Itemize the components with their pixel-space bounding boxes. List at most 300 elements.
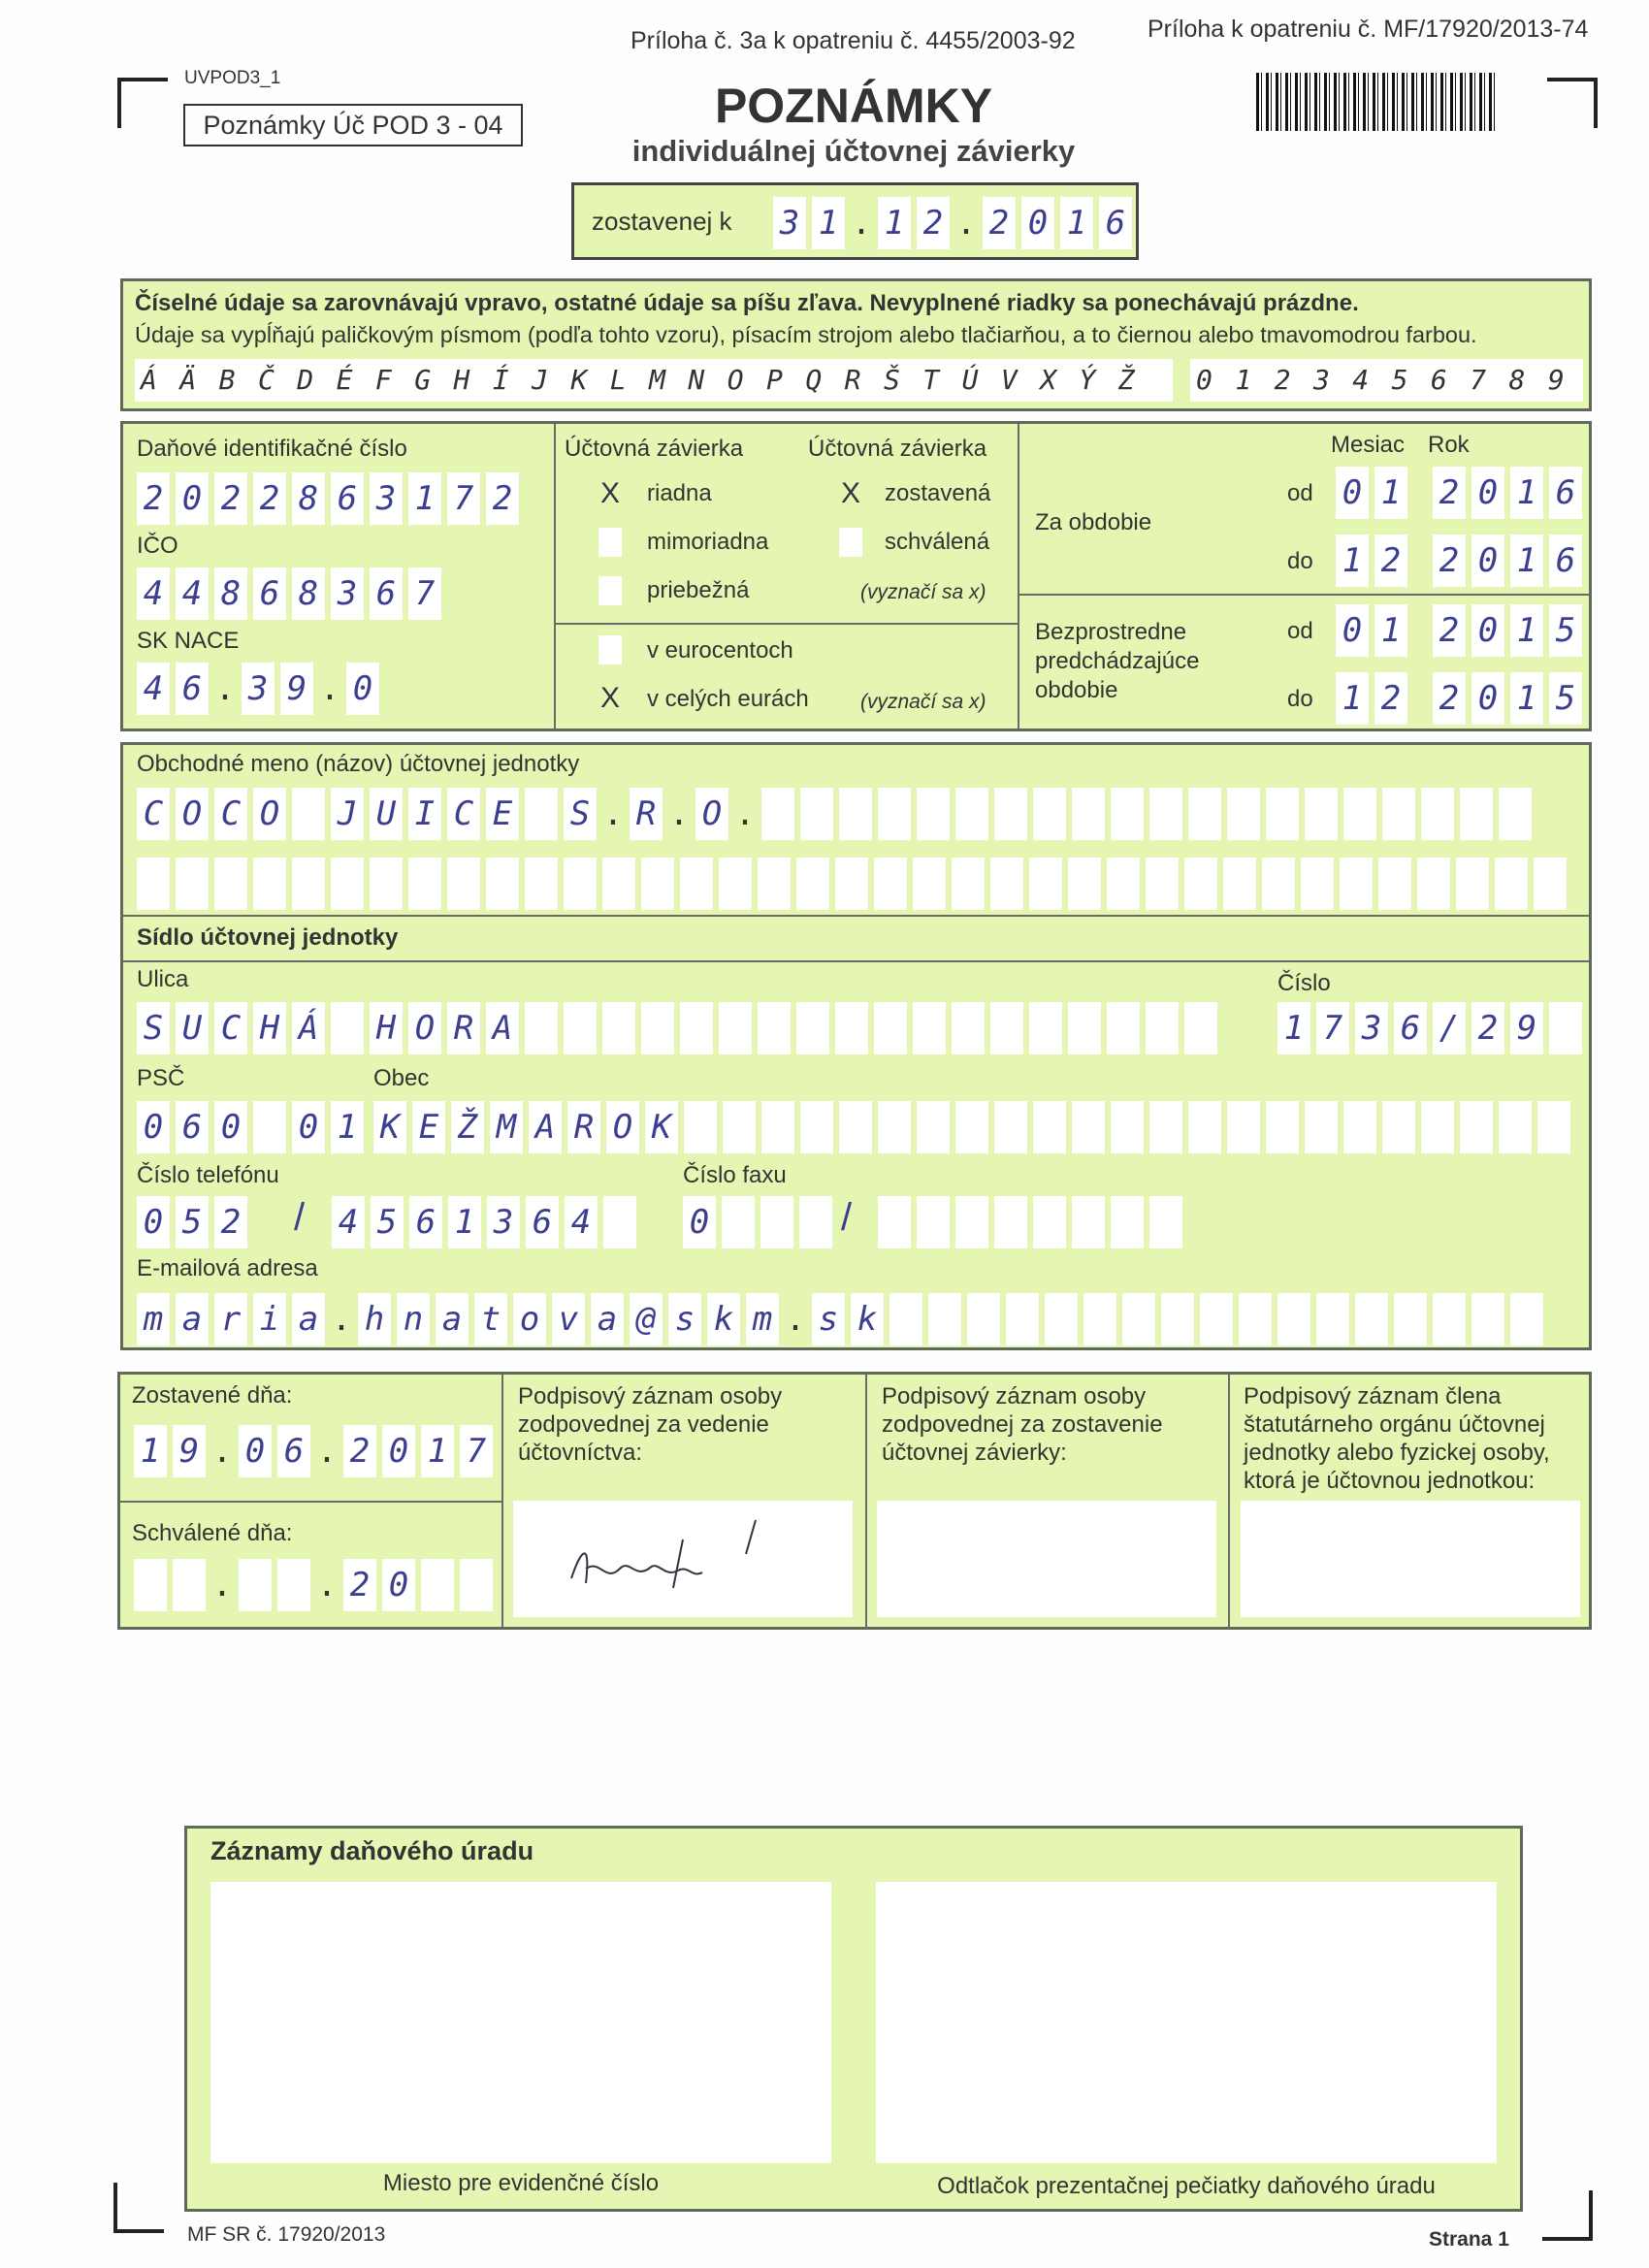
divider	[501, 1375, 503, 1627]
char-cell: 2	[486, 472, 519, 525]
char-cell: 3	[331, 567, 364, 620]
char-cell	[1471, 1293, 1504, 1345]
approved-on-field[interactable]	[134, 1559, 499, 1611]
char-cell: 6	[1549, 467, 1582, 519]
char-cell: @	[630, 1293, 663, 1345]
char-cell: 1	[134, 1425, 167, 1477]
char-cell: O	[253, 788, 286, 840]
char-cell	[1343, 1101, 1376, 1153]
previous-from-year[interactable]	[1433, 604, 1588, 657]
char-cell	[917, 788, 950, 840]
char-cell: 1	[421, 1425, 454, 1477]
to-label: do	[1287, 548, 1313, 574]
stamp-caption: Odtlačok prezentačnej pečiatky daňového úradu	[937, 2173, 1436, 2199]
char-cell	[1111, 788, 1144, 840]
option-mimoriadna: mimoriadna	[647, 529, 769, 555]
char-cell	[1394, 1293, 1427, 1345]
char-cell	[1146, 858, 1179, 910]
char-cell	[1262, 858, 1295, 910]
char-cell	[839, 788, 872, 840]
char-cell	[277, 1559, 310, 1611]
option-zostavena: zostavená	[885, 480, 991, 506]
nace-field[interactable]	[137, 663, 385, 715]
char-cell: 0	[1471, 535, 1504, 587]
char-cell	[1239, 1293, 1272, 1345]
char-cell	[990, 1002, 1023, 1054]
tax-office-title: Záznamy daňového úradu	[210, 1836, 534, 1865]
char-cell: k	[851, 1293, 884, 1345]
char-cell	[525, 788, 558, 840]
char-cell: 9	[1510, 1002, 1543, 1054]
char-cell	[1072, 788, 1105, 840]
char-cell: m	[746, 1293, 779, 1345]
char-cell	[1072, 1196, 1105, 1248]
char-cell	[564, 1002, 597, 1054]
char-cell: 1	[1336, 672, 1369, 725]
nace-label: SK NACE	[137, 628, 240, 654]
char-cell: 1	[331, 1101, 364, 1153]
corner-mark	[1542, 2190, 1593, 2241]
mark-note-2: (vyznačí sa x)	[860, 691, 986, 713]
char-cell: .	[316, 1432, 338, 1471]
char-cell: 5	[371, 1196, 404, 1248]
ico-field[interactable]	[137, 567, 447, 620]
char-cell	[1495, 858, 1528, 910]
accounting-signature[interactable]	[513, 1501, 853, 1617]
char-cell	[1499, 1101, 1532, 1153]
char-cell	[878, 1101, 911, 1153]
compiled-on-field[interactable]	[134, 1425, 499, 1477]
char-cell	[1033, 788, 1066, 840]
char-cell: a	[436, 1293, 469, 1345]
char-cell: K	[645, 1101, 678, 1153]
char-cell: a	[292, 1293, 325, 1345]
number-label: Číslo	[1277, 970, 1331, 996]
char-cell: 2	[1374, 535, 1407, 587]
char-cell: 3	[487, 1196, 520, 1248]
char-cell	[839, 1101, 872, 1153]
option-priebezna: priebežná	[647, 577, 750, 603]
phone-field[interactable]	[332, 1196, 642, 1248]
city-label: Obec	[373, 1065, 430, 1091]
char-cell: /	[1433, 1002, 1466, 1054]
previous-to-year[interactable]	[1433, 672, 1588, 725]
char-cell: K	[373, 1101, 406, 1153]
checkbox-cele-eura[interactable]: X	[599, 682, 620, 714]
char-cell: A	[486, 1002, 519, 1054]
slash: /	[841, 1196, 853, 1239]
divider	[1018, 594, 1592, 596]
identification-box	[120, 421, 1592, 731]
char-cell: E	[486, 788, 519, 840]
char-cell: 6	[253, 567, 286, 620]
char-cell: v	[552, 1293, 585, 1345]
char-cell: 2	[1374, 672, 1407, 725]
current-period-label: Za obdobie	[1035, 509, 1152, 535]
char-cell	[447, 858, 480, 910]
char-cell: H	[370, 1002, 403, 1054]
char-cell: R	[567, 1101, 600, 1153]
char-cell: 0	[1471, 467, 1504, 519]
char-cell: Ž	[451, 1101, 484, 1153]
char-cell	[214, 858, 247, 910]
char-cell	[602, 1002, 635, 1054]
char-cell	[331, 1002, 364, 1054]
char-cell: s	[668, 1293, 701, 1345]
psc-field[interactable]	[137, 1101, 370, 1153]
char-cell: s	[812, 1293, 845, 1345]
option-eurocenty: v eurocentoch	[647, 637, 793, 664]
char-cell	[913, 858, 946, 910]
char-cell	[253, 858, 286, 910]
checkbox-mimoriadna[interactable]	[598, 528, 622, 557]
char-cell	[602, 858, 635, 910]
char-cell	[1417, 858, 1450, 910]
corner-mark	[117, 78, 168, 128]
checkbox-riadna[interactable]: X	[599, 477, 620, 509]
option-riadna: riadna	[647, 480, 712, 506]
char-cell: S	[137, 1002, 170, 1054]
entity-name-field-2[interactable]	[137, 858, 1572, 910]
char-cell	[1045, 1293, 1078, 1345]
mark-note: (vyznačí sa x)	[860, 581, 986, 603]
char-cell	[1072, 1101, 1105, 1153]
instruction-line-1: Číselné údaje sa zarovnávajú vpravo, ostatné údaje sa píšu zľava. Nevyplnené riadky sa ponechávajú prázdne.	[135, 290, 1359, 316]
char-cell	[486, 858, 519, 910]
char-cell	[173, 1559, 206, 1611]
char-cell	[1107, 1002, 1140, 1054]
char-cell	[460, 1559, 493, 1611]
instruction-line-2: Údaje sa vypĺňajú paličkovým písmom (podľa tohto vzoru), písacím strojom alebo tlačiarňou, a to čiernou alebo tmavomodrou farbou.	[135, 322, 1477, 347]
char-cell: 6	[526, 1196, 559, 1248]
char-cell: 2	[214, 1196, 247, 1248]
char-cell	[955, 788, 988, 840]
signatures-box	[117, 1372, 1592, 1630]
corner-mark	[113, 2183, 164, 2233]
char-cell	[1355, 1293, 1388, 1345]
current-to-year[interactable]	[1433, 535, 1588, 587]
char-cell: 2	[137, 472, 170, 525]
char-cell: 0	[292, 1101, 325, 1153]
char-cell	[1549, 1002, 1582, 1054]
char-cell: .	[211, 1566, 233, 1604]
char-cell: 1	[1336, 535, 1369, 587]
char-cell	[889, 1293, 922, 1345]
divider	[554, 424, 556, 729]
char-cell: 1	[1060, 197, 1093, 249]
registration-number-area	[210, 1882, 831, 2163]
char-cell	[1200, 1293, 1233, 1345]
char-cell: 0	[683, 1196, 716, 1248]
char-cell: 2	[983, 197, 1016, 249]
annex-right: Príloha k opatreniu č. MF/17920/2013-74	[1148, 16, 1589, 43]
char-cell: 0	[137, 1196, 170, 1248]
char-cell	[952, 858, 985, 910]
char-cell: 7	[460, 1425, 493, 1477]
char-cell	[994, 788, 1027, 840]
instructions-box	[120, 278, 1592, 411]
checkbox-zostavena[interactable]: X	[840, 477, 860, 509]
entity-name-field[interactable]	[137, 788, 1537, 840]
char-cell	[1188, 1101, 1221, 1153]
char-cell	[1433, 1293, 1466, 1345]
divider	[123, 960, 1589, 962]
divider	[120, 1501, 501, 1503]
char-cell	[917, 1101, 950, 1153]
char-cell: 4	[176, 567, 209, 620]
char-cell: 3	[1355, 1002, 1388, 1054]
char-cell: 0	[1336, 604, 1369, 657]
char-cell	[1149, 1196, 1182, 1248]
char-cell	[913, 1002, 946, 1054]
char-cell	[967, 1293, 1000, 1345]
previous-to-month[interactable]	[1336, 672, 1413, 725]
char-cell	[1033, 1101, 1066, 1153]
checkbox-schvalena[interactable]	[839, 528, 862, 557]
char-cell	[928, 1293, 961, 1345]
char-cell: 9	[280, 663, 313, 715]
from-label: od	[1287, 618, 1313, 644]
statement-type-header: Účtovná závierka	[565, 436, 744, 462]
form-code: UVPOD3_1	[184, 68, 281, 88]
char-cell: 7	[1316, 1002, 1349, 1054]
char-cell	[1266, 788, 1299, 840]
char-cell	[1107, 858, 1140, 910]
char-cell: .	[785, 1300, 806, 1339]
to-label: do	[1287, 686, 1313, 712]
psc-label: PSČ	[137, 1065, 185, 1091]
char-cell: k	[707, 1293, 740, 1345]
char-cell: 6	[176, 1101, 209, 1153]
char-cell: 6	[277, 1425, 310, 1477]
char-cell: i	[253, 1293, 286, 1345]
char-cell	[1460, 1101, 1493, 1153]
street-field[interactable]	[137, 1002, 1223, 1054]
char-cell: 7	[408, 567, 441, 620]
char-cell: 5	[176, 1196, 209, 1248]
fax-prefix-field[interactable]	[683, 1196, 838, 1248]
ico-label: IČO	[137, 533, 178, 559]
char-cell: 1	[1277, 1002, 1310, 1054]
char-cell	[1499, 788, 1532, 840]
current-from-year[interactable]	[1433, 467, 1588, 519]
char-cell	[1223, 858, 1256, 910]
char-cell	[722, 1196, 755, 1248]
char-cell	[680, 1002, 713, 1054]
dic-label: Daňové identifikačné číslo	[137, 436, 407, 462]
char-cell: h	[358, 1293, 391, 1345]
char-cell: 6	[409, 1196, 442, 1248]
char-cell: 2	[343, 1559, 376, 1611]
statutory-signature[interactable]	[1241, 1501, 1580, 1617]
city-field[interactable]	[373, 1101, 1576, 1153]
char-cell: 1	[1510, 672, 1543, 725]
registration-caption: Miesto pre evidenčné číslo	[382, 2170, 660, 2196]
char-cell	[800, 788, 833, 840]
char-cell: O	[606, 1101, 639, 1153]
char-cell: a	[176, 1293, 209, 1345]
char-cell	[1456, 858, 1489, 910]
char-cell	[796, 1002, 829, 1054]
compiler-signature[interactable]	[877, 1501, 1216, 1617]
page-subtitle: individuálnej účtovnej závierky	[631, 134, 1076, 168]
char-cell	[917, 1196, 950, 1248]
char-cell	[134, 1559, 167, 1611]
char-cell	[1421, 788, 1454, 840]
char-cell	[1122, 1293, 1155, 1345]
char-cell	[952, 1002, 985, 1054]
char-cell: C	[137, 788, 170, 840]
previous-period-label: Bezprostredne predchádzajúce obdobie	[1035, 619, 1200, 703]
current-from-month[interactable]	[1336, 467, 1413, 519]
char-cell	[1382, 788, 1415, 840]
char-cell	[421, 1559, 454, 1611]
char-cell: 0	[1471, 604, 1504, 657]
char-cell: 2	[1433, 535, 1466, 587]
char-cell	[1460, 788, 1493, 840]
char-cell: 6	[370, 567, 403, 620]
current-to-month[interactable]	[1336, 535, 1413, 587]
char-cell	[1068, 1002, 1101, 1054]
char-cell	[680, 858, 713, 910]
char-cell: 2	[214, 472, 247, 525]
statutory-sign-label: Podpisový záznam člena štatutárneho orgánu účtovnej jednotky alebo fyzickej osoby, ktorá je účtovnou jednotkou:	[1244, 1383, 1550, 1494]
accounting-sign-label: Podpisový záznam osoby zodpovednej za vedenie účtovníctva:	[518, 1383, 783, 1466]
char-cell: .	[602, 794, 624, 833]
char-cell	[1510, 1293, 1543, 1345]
year-label: Rok	[1428, 432, 1470, 458]
number-field[interactable]	[1277, 1002, 1588, 1054]
char-cell: U	[370, 788, 403, 840]
char-cell	[1111, 1196, 1144, 1248]
statement-state-header: Účtovná závierka	[808, 436, 987, 462]
option-schvalena: schválená	[885, 529, 990, 555]
char-cell: U	[176, 1002, 209, 1054]
char-cell: 0	[214, 1101, 247, 1153]
char-cell: A	[529, 1101, 562, 1153]
char-cell	[796, 858, 829, 910]
compiled-label: zostavenej k	[592, 207, 732, 236]
char-cell	[408, 858, 441, 910]
char-cell	[874, 1002, 907, 1054]
char-cell	[1146, 1002, 1179, 1054]
char-cell: 1	[812, 197, 845, 249]
char-cell	[1316, 1293, 1349, 1345]
compiled-date-field[interactable]	[773, 197, 1138, 249]
char-cell	[564, 858, 597, 910]
divider	[865, 1375, 867, 1627]
char-cell	[955, 1101, 988, 1153]
char-cell: 2	[917, 197, 950, 249]
char-cell	[955, 1196, 988, 1248]
char-cell	[1149, 788, 1182, 840]
page-title: POZNÁMKY	[714, 79, 993, 133]
dic-field[interactable]	[137, 472, 525, 525]
char-cell: 4	[332, 1196, 365, 1248]
char-cell: .	[331, 1300, 352, 1339]
char-cell	[1340, 858, 1373, 910]
char-cell: 2	[1433, 604, 1466, 657]
char-cell: .	[734, 794, 756, 833]
checkbox-eurocenty[interactable]	[598, 635, 622, 664]
footer-ref: MF SR č. 17920/2013	[187, 2223, 386, 2246]
email-label: E-mailová adresa	[137, 1255, 318, 1281]
divider	[554, 623, 1018, 625]
char-cell	[835, 858, 868, 910]
char-cell	[331, 858, 364, 910]
char-cell	[1534, 858, 1567, 910]
char-cell: 3	[773, 197, 806, 249]
name-label: Obchodné meno (názov) účtovnej jednotky	[137, 751, 580, 777]
char-cell	[1029, 858, 1062, 910]
char-cell: 2	[1471, 1002, 1504, 1054]
char-cell	[1029, 1002, 1062, 1054]
approved-on-label: Schválené dňa:	[132, 1520, 293, 1546]
divider	[1018, 424, 1019, 729]
char-cell	[1149, 1101, 1182, 1153]
email-field[interactable]	[137, 1293, 1549, 1345]
page-number: Strana 1	[1429, 2228, 1509, 2251]
char-cell: 8	[292, 472, 325, 525]
compiled-on-label: Zostavené dňa:	[132, 1382, 293, 1409]
char-cell: 1	[1510, 604, 1543, 657]
char-cell	[1382, 1101, 1415, 1153]
char-cell: 3	[370, 472, 403, 525]
month-label: Mesiac	[1331, 432, 1406, 458]
char-cell: t	[474, 1293, 507, 1345]
char-cell	[176, 858, 209, 910]
previous-from-month[interactable]	[1336, 604, 1413, 657]
char-cell: .	[214, 669, 236, 708]
char-cell	[990, 858, 1023, 910]
char-cell	[1305, 788, 1338, 840]
char-cell: H	[253, 1002, 286, 1054]
char-cell	[1111, 1101, 1144, 1153]
char-cell: I	[408, 788, 441, 840]
fax-field[interactable]	[878, 1196, 1188, 1248]
annex-left: Príloha č. 3a k opatreniu č. 4455/2003-92	[630, 27, 1076, 54]
char-cell: C	[214, 1002, 247, 1054]
signature-image	[513, 1501, 853, 1617]
char-cell: E	[412, 1101, 445, 1153]
char-cell	[1083, 1293, 1116, 1345]
char-cell	[719, 1002, 752, 1054]
char-cell	[1266, 1101, 1299, 1153]
char-cell: 4	[565, 1196, 598, 1248]
char-cell	[1537, 1101, 1570, 1153]
char-cell	[684, 1101, 717, 1153]
char-cell	[370, 858, 403, 910]
phone-prefix-field[interactable]	[137, 1196, 253, 1248]
char-cell: 8	[292, 567, 325, 620]
letter-sample: Á Ä B Č D É F G H Í J K L M N O P Q R Š T Ú V X Ý Ž	[135, 359, 1173, 402]
char-cell: 7	[447, 472, 480, 525]
char-cell	[603, 1196, 636, 1248]
char-cell	[799, 1196, 832, 1248]
char-cell	[761, 788, 794, 840]
slash: /	[294, 1196, 306, 1239]
char-cell: 2	[253, 472, 286, 525]
char-cell	[1033, 1196, 1066, 1248]
char-cell: 6	[176, 663, 209, 715]
checkbox-priebezna[interactable]	[598, 576, 622, 605]
char-cell: 1	[1510, 535, 1543, 587]
corner-mark	[1547, 78, 1598, 128]
char-cell	[1227, 788, 1260, 840]
char-cell: .	[211, 1432, 233, 1471]
char-cell: 1	[1374, 467, 1407, 519]
char-cell	[1305, 1101, 1338, 1153]
